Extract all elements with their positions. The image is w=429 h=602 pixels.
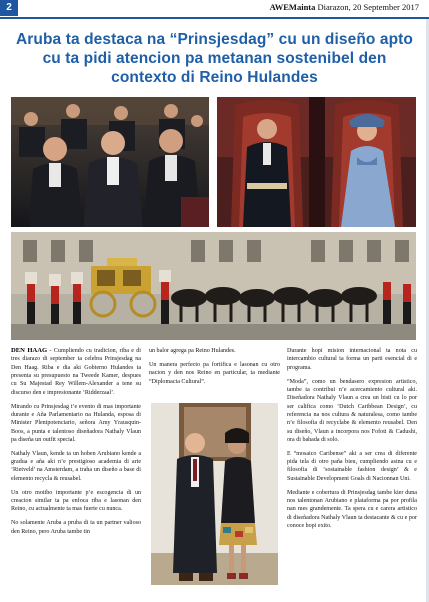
paragraph: Mediante e cobertura di Prinsjesdag tambe kier duna nos talentonan Arubiano e plataforma pa por profila nan mes grandemente. Ta spera cu e carera artistico di diseñadora Nathaly Vlaun ta destacante & cu e por conoce hopi exito. — [287, 489, 417, 530]
dateline: DEN HAAG — [11, 347, 48, 354]
article-column-1 — [11, 347, 141, 541]
header-rule — [0, 17, 429, 19]
photo-golden-carriage — [11, 232, 416, 340]
paragraph: Un otro motibo importante p’e escogencia di un creacion similar ta pa enfoca riba e lasonan den Reino, cu actualmente ta mas fuerte cu nunca. — [11, 489, 141, 513]
article-column-2 — [149, 347, 280, 391]
page-number: 2 — [0, 0, 18, 16]
paragraph: un balor agrega pa Reino Hulandes. — [149, 348, 236, 354]
paragraph: Nathaly Vlaun, kende ta un hoben Arubiano kende a gradua e aña aki n’e prestigioso academia di arte ‘Rietveld’ na Amsterdam, a traha un diseño a base di elemento recycla & reusabel. — [11, 450, 141, 482]
paragraph: No solamente Aruba a pruba di ta un partner valioso den Reino, pero Aruba tambe tin — [11, 520, 141, 535]
paragraph: E “mosaico Caribense” aki a ser crea di diferente pida tela di otro paña bieu, cumpliendo asina cu e filosofia di ‘sostainable fashion design’ & e Sustainable Development Goals di Nacionnan Uni. — [287, 450, 417, 482]
photo-officials-seated — [11, 97, 209, 227]
photo-king-queen-thrones — [217, 97, 416, 227]
paragraph: Mirando cu Prinsjesdag t’e evento di mas importante durante e Aña Parlamentario na Hulanda, esposa di Minister Plenipotenciario, señora Amy Yrausquin-Boos, a punta e talentoso diseñadora Nathaly Vlaun pa diseña un outfit special. — [11, 403, 141, 443]
paragraph: Durante hopi mision internacional ta nota cu intercambio cultural ta forma un parti esencial di e programa. — [287, 348, 417, 371]
paragraph: Un manera perfecto pa fortifica e lasonan cu otro nacion y den nos Reino en particular, ta mediante “Diplomacia Cultural”. — [149, 361, 280, 385]
article-column-3 — [287, 347, 417, 536]
headline: Aruba ta destaca na “Prinsjesdag” cu un diseño apto cu ta pidi atencion pa metanan sostenibel den contexto di Reino Hulandes — [16, 31, 413, 86]
paragraph: DEN HAAG - Cumpliendo cu tradicion, riba e di tres diarazo di september ta celebra Prinsjesdag na Den Haag. Riba e dia aki Gobierno Hulandes ta presenta su presupuesto na Tweede Kamer, despues cu Su Majestad Rey Willem-Alexander a tene su discurso den e impresionante ‘Ridderzaal’. — [11, 347, 141, 396]
photo-couple-portrait — [151, 403, 278, 585]
paragraph: “Moda”, como un bendasero expresion artistico, tambe ta contribui n’e acercamiento cultural aki. Diseñadora Nathaly Vlaun a crea un bisti cu lo por ser califica como ‘Dutch Caribbean Design’, cu referencia na nos cultura & naturalesa, como tambe n’e filosofia di recyclabe & elemento reusabel. Den su diseño, Vlaun a incorpora nos Fofoti & Cadushi, ora di bahada di solo. — [287, 378, 417, 443]
issue-date: Diarazon, 20 September 2017 — [317, 2, 419, 12]
paper-name: AWEMainta — [269, 2, 316, 12]
masthead — [270, 2, 419, 12]
